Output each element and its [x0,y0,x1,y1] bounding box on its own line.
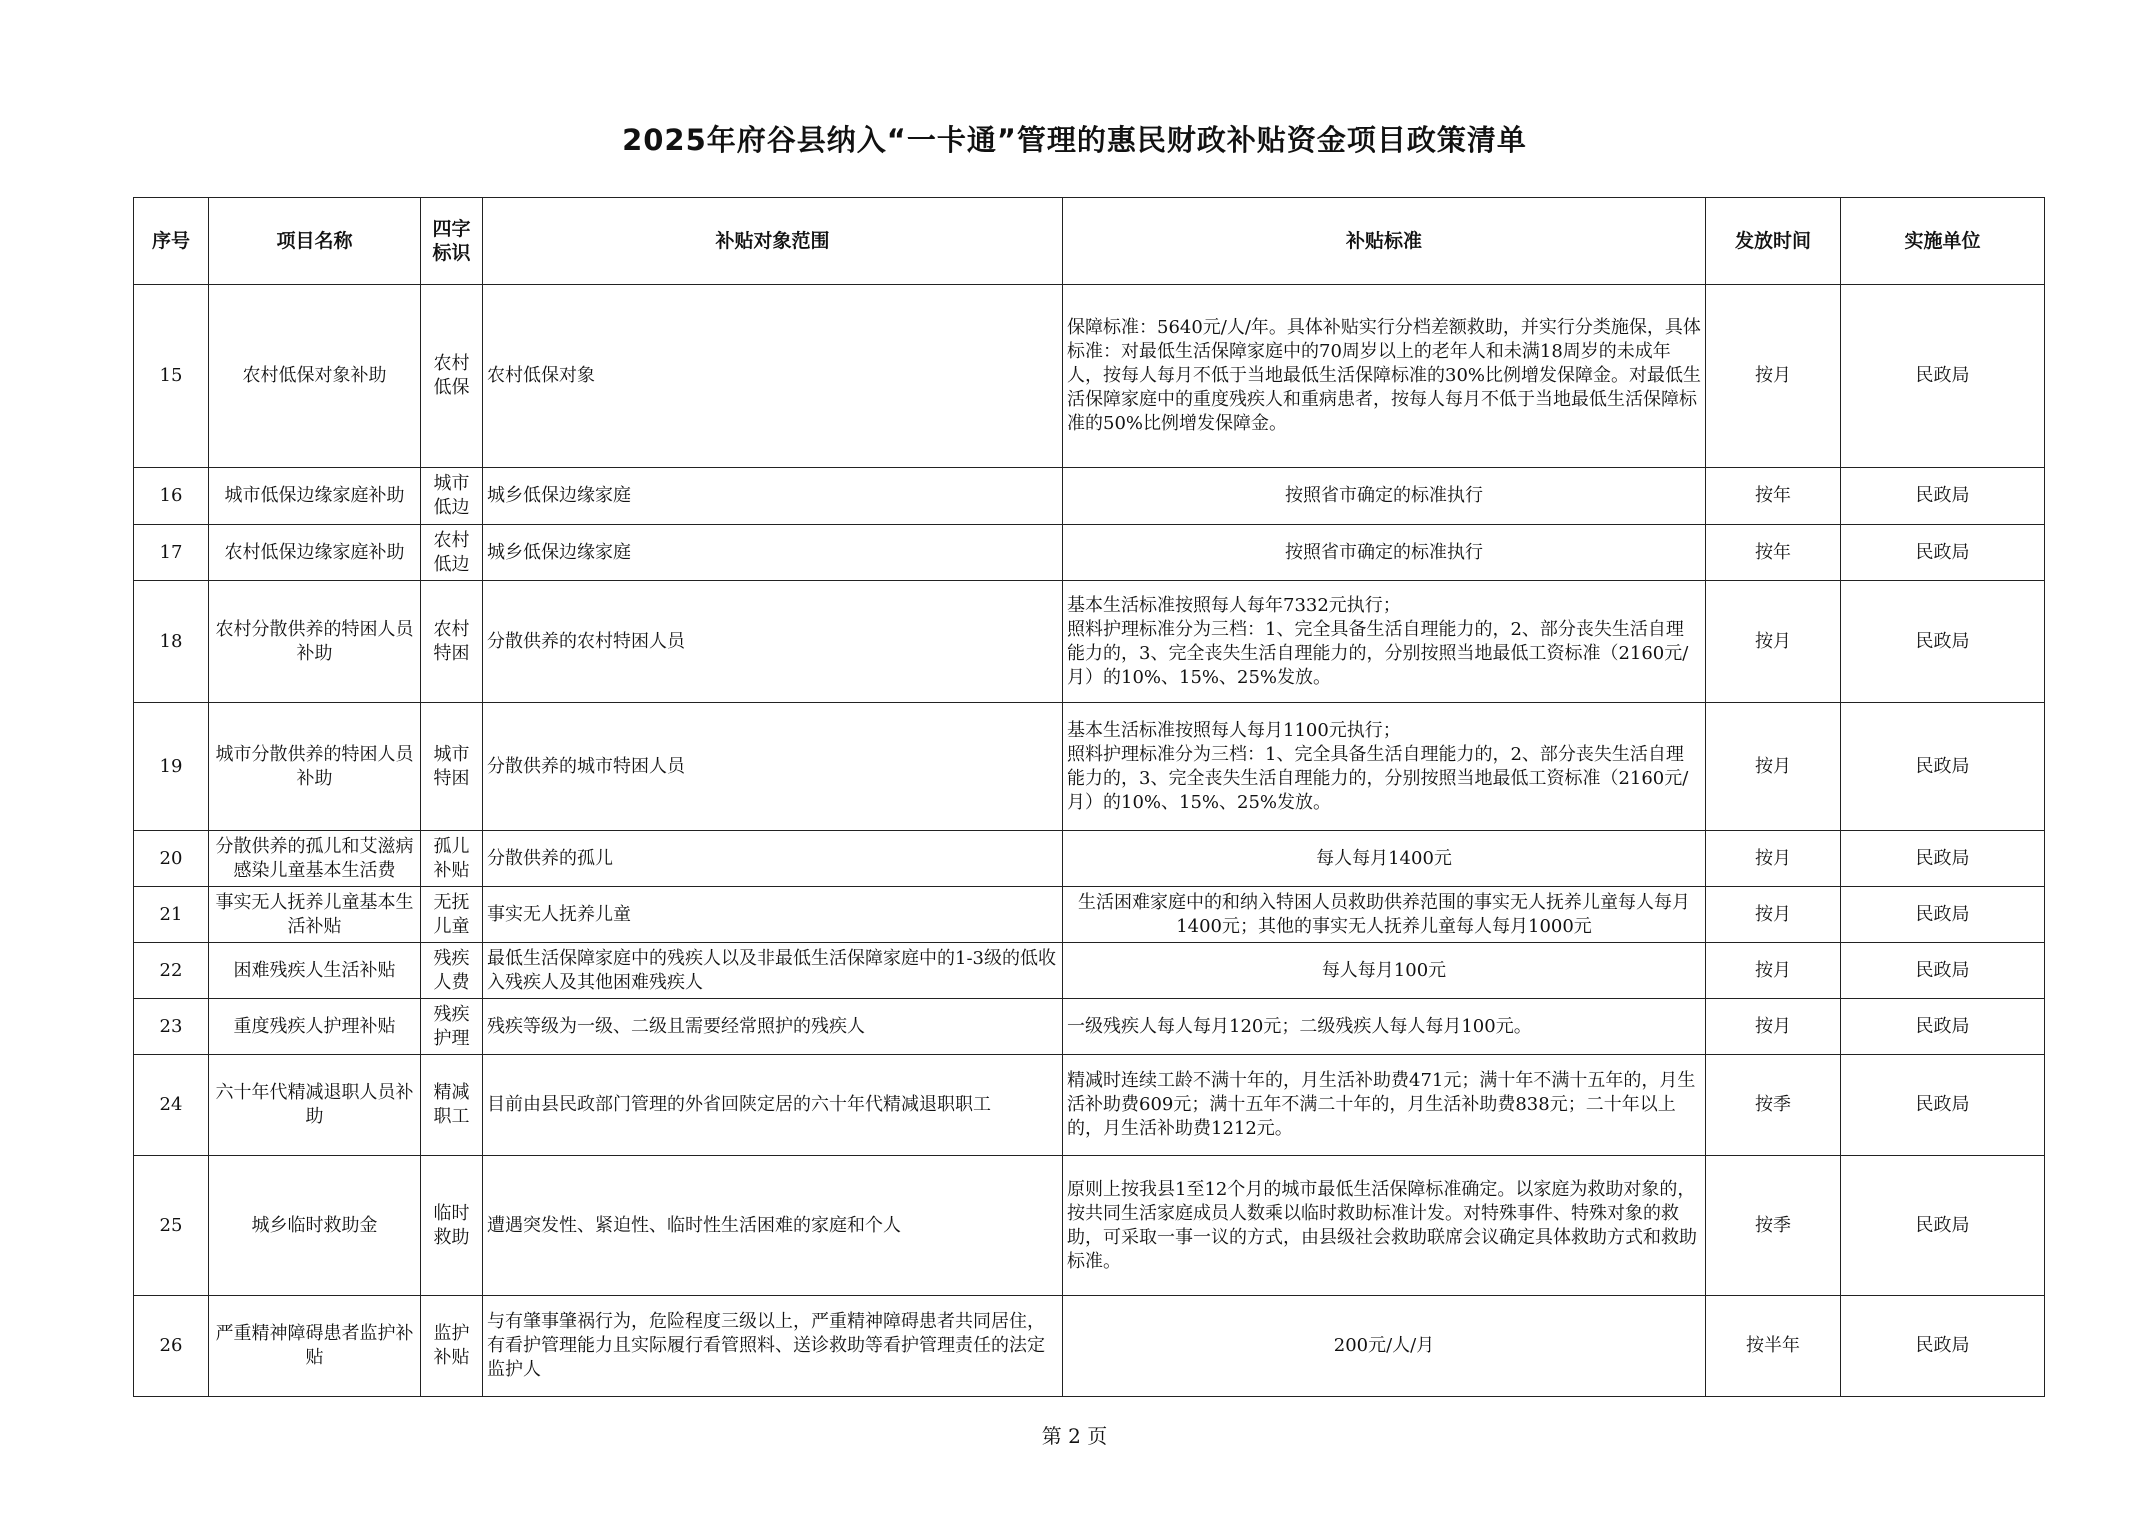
row-seq: 15 [134,285,209,468]
row-unit: 民政局 [1841,581,2045,703]
table-row [134,285,2045,468]
document-title: 2025年府谷县纳入“一卡通”管理的惠民财政补贴资金项目政策清单 [622,123,1527,157]
row-seq: 17 [134,525,209,581]
row-scope: 农村低保对象 [483,285,1063,468]
header-seq: 序号 [134,198,209,285]
row-standard: 精减时连续工龄不满十年的，月生活补助费471元；满十年不满十五年的，月生活补助费609元；满十五年不满二十年的，月生活补助费838元；二十年以上的，月生活补助费1212元。 [1063,1055,1706,1156]
row-standard: 生活困难家庭中的和纳入特困人员救助供养范围的事实无人抚养儿童每人每月1400元；其他的事实无人抚养儿童每人每月1000元 [1063,887,1706,943]
row-project-name: 困难残疾人生活补贴 [209,943,421,999]
row-scope: 分散供养的城市特困人员 [483,703,1063,831]
row-seq: 23 [134,999,209,1055]
table-row [134,468,2045,525]
row-project-name: 事实无人抚养儿童基本生活补贴 [209,887,421,943]
header-time: 发放时间 [1706,198,1841,285]
table-row [134,887,2045,943]
row-unit: 民政局 [1841,887,2045,943]
table-row [134,1055,2045,1156]
row-time: 按月 [1706,943,1841,999]
row-unit: 民政局 [1841,468,2045,525]
row-unit: 民政局 [1841,1055,2045,1156]
table-row [134,1296,2045,1397]
row-standard: 原则上按我县1至12个月的城市最低生活保障标准确定。以家庭为救助对象的，按共同生活家庭成员人数乘以临时救助标准计发。对特殊事件、特殊对象的救助，可采取一事一议的方式，由县级社会救助联席会议确定具体救助方式和救助标准。 [1063,1156,1706,1296]
row-tag: 农村低保 [421,285,483,468]
policy-table [133,197,2045,1397]
row-scope: 与有肇事肇祸行为，危险程度三级以上，严重精神障碍患者共同居住，有看护管理能力且实际履行看管照料、送诊救助等看护管理责任的法定监护人 [483,1296,1063,1397]
row-time: 按年 [1706,525,1841,581]
table-row [134,943,2045,999]
row-project-name: 分散供养的孤儿和艾滋病感染儿童基本生活费 [209,831,421,887]
row-unit: 民政局 [1841,1296,2045,1397]
table-row [134,703,2045,831]
row-seq: 18 [134,581,209,703]
row-tag: 城市低边 [421,468,483,525]
row-scope: 城乡低保边缘家庭 [483,468,1063,525]
row-time: 按月 [1706,581,1841,703]
row-standard: 每人每月100元 [1063,943,1706,999]
row-time: 按半年 [1706,1296,1841,1397]
row-scope: 最低生活保障家庭中的残疾人以及非最低生活保障家庭中的1-3级的低收入残疾人及其他困难残疾人 [483,943,1063,999]
table-row [134,525,2045,581]
row-unit: 民政局 [1841,831,2045,887]
row-standard: 200元/人/月 [1063,1296,1706,1397]
table-row [134,999,2045,1055]
row-project-name: 城市分散供养的特困人员补助 [209,703,421,831]
row-time: 按月 [1706,887,1841,943]
row-project-name: 城市低保边缘家庭补助 [209,468,421,525]
row-project-name: 农村分散供养的特困人员补助 [209,581,421,703]
row-tag: 监护补贴 [421,1296,483,1397]
table-row [134,1156,2045,1296]
row-seq: 22 [134,943,209,999]
header-standard: 补贴标准 [1063,198,1706,285]
table-body [134,285,2045,1397]
row-time: 按月 [1706,285,1841,468]
row-unit: 民政局 [1841,285,2045,468]
row-time: 按季 [1706,1055,1841,1156]
row-tag: 残疾护理 [421,999,483,1055]
row-scope: 遭遇突发性、紧迫性、临时性生活困难的家庭和个人 [483,1156,1063,1296]
row-tag: 农村低边 [421,525,483,581]
row-scope: 分散供养的孤儿 [483,831,1063,887]
row-seq: 19 [134,703,209,831]
row-unit: 民政局 [1841,999,2045,1055]
row-project-name: 重度残疾人护理补贴 [209,999,421,1055]
row-scope: 分散供养的农村特困人员 [483,581,1063,703]
row-scope: 城乡低保边缘家庭 [483,525,1063,581]
row-scope: 目前由县民政部门管理的外省回陕定居的六十年代精减退职职工 [483,1055,1063,1156]
header-scope: 补贴对象范围 [483,198,1063,285]
row-scope: 事实无人抚养儿童 [483,887,1063,943]
row-unit: 民政局 [1841,703,2045,831]
row-project-name: 严重精神障碍患者监护补贴 [209,1296,421,1397]
row-time: 按月 [1706,999,1841,1055]
row-project-name: 六十年代精减退职人员补助 [209,1055,421,1156]
row-seq: 20 [134,831,209,887]
row-seq: 25 [134,1156,209,1296]
table-row [134,581,2045,703]
row-standard: 每人每月1400元 [1063,831,1706,887]
row-standard: 保障标准：5640元/人/年。具体补贴实行分档差额救助，并实行分类施保，具体标准：对最低生活保障家庭中的70周岁以上的老年人和未满18周岁的未成年人，按每人每月不低于当地最低生活保障标准的30%比例增发保障金。对最低生活保障家庭中的重度残疾人和重病患者，按每人每月不低于当地最低生活保障标准的50%比例增发保障金。 [1063,285,1706,468]
row-tag: 精减职工 [421,1055,483,1156]
header-tag: 四字标识 [421,198,483,285]
row-tag: 农村特困 [421,581,483,703]
row-unit: 民政局 [1841,943,2045,999]
row-project-name: 农村低保对象补助 [209,285,421,468]
row-standard: 基本生活标准按照每人每月1100元执行； 照料护理标准分为三档：1、完全具备生活自理能力的，2、部分丧失生活自理能力的，3、完全丧失生活自理能力的，分别按照当地最低工资标准（2160元/月）的10%、15%、25%发放。 [1063,703,1706,831]
row-standard: 按照省市确定的标准执行 [1063,525,1706,581]
row-time: 按月 [1706,703,1841,831]
row-tag: 临时救助 [421,1156,483,1296]
page-number: 第 2 页 [1041,1424,1108,1448]
row-time: 按年 [1706,468,1841,525]
table-row [134,831,2045,887]
row-tag: 城市特困 [421,703,483,831]
row-tag: 残疾人费 [421,943,483,999]
header-unit: 实施单位 [1841,198,2045,285]
row-project-name: 农村低保边缘家庭补助 [209,525,421,581]
row-seq: 16 [134,468,209,525]
row-unit: 民政局 [1841,1156,2045,1296]
row-standard: 基本生活标准按照每人每年7332元执行； 照料护理标准分为三档：1、完全具备生活自理能力的，2、部分丧失生活自理能力的，3、完全丧失生活自理能力的，分别按照当地最低工资标准（2160元/月）的10%、15%、25%发放。 [1063,581,1706,703]
row-standard: 按照省市确定的标准执行 [1063,468,1706,525]
header-name: 项目名称 [209,198,421,285]
row-project-name: 城乡临时救助金 [209,1156,421,1296]
row-seq: 24 [134,1055,209,1156]
row-time: 按月 [1706,831,1841,887]
row-seq: 26 [134,1296,209,1397]
row-tag: 无抚儿童 [421,887,483,943]
row-scope: 残疾等级为一级、二级且需要经常照护的残疾人 [483,999,1063,1055]
header-row [134,198,2045,285]
row-standard: 一级残疾人每人每月120元；二级残疾人每人每月100元。 [1063,999,1706,1055]
row-seq: 21 [134,887,209,943]
row-tag: 孤儿补贴 [421,831,483,887]
row-unit: 民政局 [1841,525,2045,581]
row-time: 按季 [1706,1156,1841,1296]
